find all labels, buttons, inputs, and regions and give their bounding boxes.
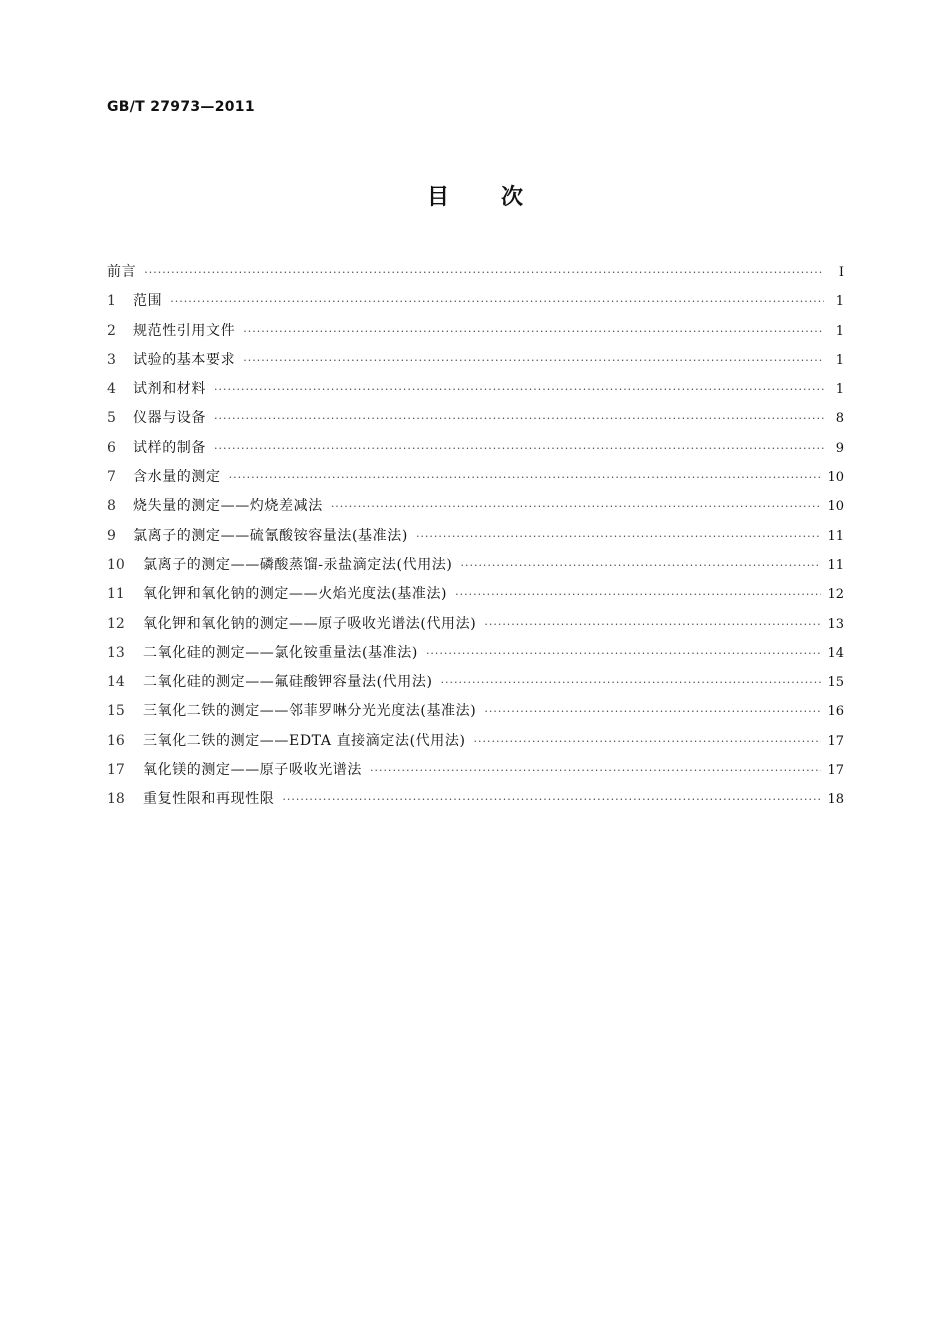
toc-entry-title: 含水量的测定 — [133, 469, 221, 486]
toc-entry-number: 17 — [107, 762, 125, 779]
toc-leader-dots — [331, 492, 822, 521]
toc-entry-number: 5 — [107, 410, 116, 427]
toc-leader-dots — [426, 639, 822, 668]
toc-leader-dots — [144, 258, 824, 287]
toc-leader-dots — [484, 610, 821, 639]
toc-entry-page: 16 — [827, 704, 844, 720]
toc-entry-number: 11 — [107, 586, 125, 603]
toc-leader-dots — [214, 375, 824, 404]
toc-entry-page: 11 — [827, 528, 844, 544]
toc-entry-number: 14 — [107, 674, 125, 691]
toc-entry-4[interactable] — [107, 375, 844, 404]
toc-entry-number: 2 — [107, 322, 116, 339]
toc-entry-8[interactable] — [107, 492, 844, 521]
toc-entry-page: 12 — [827, 587, 844, 603]
toc-entry-title: 重复性限和再现性限 — [143, 791, 275, 808]
toc-entry-number: 10 — [107, 556, 125, 573]
toc-entry-page: Ⅰ — [838, 265, 844, 280]
toc-entry-1[interactable] — [107, 287, 844, 316]
toc-entry-title: 试样的制备 — [133, 439, 206, 456]
toc-entry-title: 仪器与设备 — [133, 410, 206, 427]
toc-entry-9[interactable] — [107, 522, 844, 551]
toc-entry-17[interactable] — [107, 756, 844, 785]
toc-entry-page: 17 — [827, 733, 844, 749]
toc-entry-page: 1 — [835, 352, 844, 368]
toc-entry-title: 前言 — [107, 264, 137, 280]
toc-entry-title: 二氧化硅的测定——氟硅酸钾容量法(代用法) — [143, 674, 433, 691]
toc-entry-title: 二氧化硅的测定——氯化铵重量法(基准法) — [143, 644, 418, 661]
toc-entry-page: 1 — [835, 382, 844, 398]
toc-entry-3[interactable] — [107, 346, 844, 375]
toc-entry-number: 8 — [107, 498, 116, 515]
toc-entry-16[interactable] — [107, 727, 844, 756]
toc-entry-number: 13 — [107, 644, 125, 661]
toc-entry-number: 9 — [107, 527, 116, 544]
toc-entry-title: 三氧化二铁的测定——EDTA 直接滴定法(代用法) — [143, 732, 466, 749]
toc-entry-5[interactable] — [107, 404, 844, 433]
toc-entry-title: 氯离子的测定——磷酸蒸馏-汞盐滴定法(代用法) — [143, 556, 453, 573]
toc-entry-title: 烧失量的测定——灼烧差减法 — [133, 498, 323, 515]
toc-leader-dots — [370, 756, 821, 785]
toc-leader-dots — [214, 404, 824, 433]
toc-entry-number: 4 — [107, 381, 116, 398]
toc-entry-number: 6 — [107, 439, 116, 456]
toc-entry-title: 试验的基本要求 — [133, 351, 236, 368]
toc-entry-number: 3 — [107, 351, 116, 368]
toc-entry-18[interactable] — [107, 785, 844, 814]
toc-leader-dots — [455, 580, 821, 609]
toc-leader-dots — [170, 287, 824, 316]
toc-entry-number: 18 — [107, 791, 125, 808]
toc-entry-10[interactable] — [107, 551, 844, 580]
toc-leader-dots — [441, 668, 822, 697]
toc-entry-page: 1 — [835, 323, 844, 339]
toc-entry-number: 7 — [107, 469, 116, 486]
toc-entry-number: 15 — [107, 703, 125, 720]
toc-entry-title: 三氧化二铁的测定——邻菲罗啉分光光度法(基准法) — [143, 703, 477, 720]
toc-entry-title: 氧化镁的测定——原子吸收光谱法 — [143, 762, 362, 779]
toc-entry-15[interactable] — [107, 697, 844, 726]
toc-entry-number: 1 — [107, 293, 116, 310]
toc-leader-dots — [243, 346, 824, 375]
toc-leader-dots — [416, 522, 822, 551]
toc-entry-6[interactable] — [107, 434, 844, 463]
toc-entry-page: 17 — [827, 763, 844, 779]
toc-leader-dots — [460, 551, 821, 580]
toc-entry-number: 12 — [107, 615, 125, 632]
toc-entry-13[interactable] — [107, 639, 844, 668]
toc-entry-page: 8 — [835, 411, 844, 427]
toc-entry-page: 10 — [827, 499, 844, 515]
toc-entry-number: 16 — [107, 732, 125, 749]
toc-entry-page: 13 — [827, 616, 844, 632]
toc-entry-2[interactable] — [107, 317, 844, 346]
toc-entry-title: 范围 — [133, 293, 163, 310]
toc-entry-7[interactable] — [107, 463, 844, 492]
toc-entry-page: 18 — [827, 792, 844, 808]
toc-entry-title: 氧化钾和氧化钠的测定——原子吸收光谱法(代用法) — [143, 615, 477, 632]
toc-entry-14[interactable] — [107, 668, 844, 697]
toc-entry-11[interactable] — [107, 580, 844, 609]
toc-entry-title: 氯离子的测定——硫氰酸铵容量法(基准法) — [133, 527, 408, 544]
toc-leader-dots — [229, 463, 822, 492]
toc-title — [0, 180, 950, 211]
toc-entry-page: 10 — [827, 470, 844, 486]
toc-entry-page: 9 — [835, 440, 844, 456]
toc-leader-dots — [474, 727, 822, 756]
toc-entry-page: 14 — [827, 645, 844, 661]
toc-entry-page: 1 — [835, 294, 844, 310]
toc-entry-12[interactable] — [107, 610, 844, 639]
toc-leader-dots — [214, 434, 824, 463]
toc-leader-dots — [282, 785, 821, 814]
toc-entry-title: 氧化钾和氧化钠的测定——火焰光度法(基准法) — [143, 586, 448, 603]
toc-leader-dots — [484, 697, 821, 726]
toc-entry-page: 15 — [827, 675, 844, 691]
table-of-contents — [107, 258, 844, 815]
toc-title-part2: 次 — [501, 185, 524, 210]
toc-entry-title: 规范性引用文件 — [133, 322, 236, 339]
toc-leader-dots — [243, 317, 824, 346]
toc-entry-foreword[interactable] — [107, 258, 844, 287]
standard-code: GB/T 27973—2011 — [107, 99, 255, 115]
toc-entry-page: 11 — [827, 557, 844, 573]
toc-title-part1: 目 — [426, 185, 449, 210]
toc-entry-title: 试剂和材料 — [133, 381, 206, 398]
